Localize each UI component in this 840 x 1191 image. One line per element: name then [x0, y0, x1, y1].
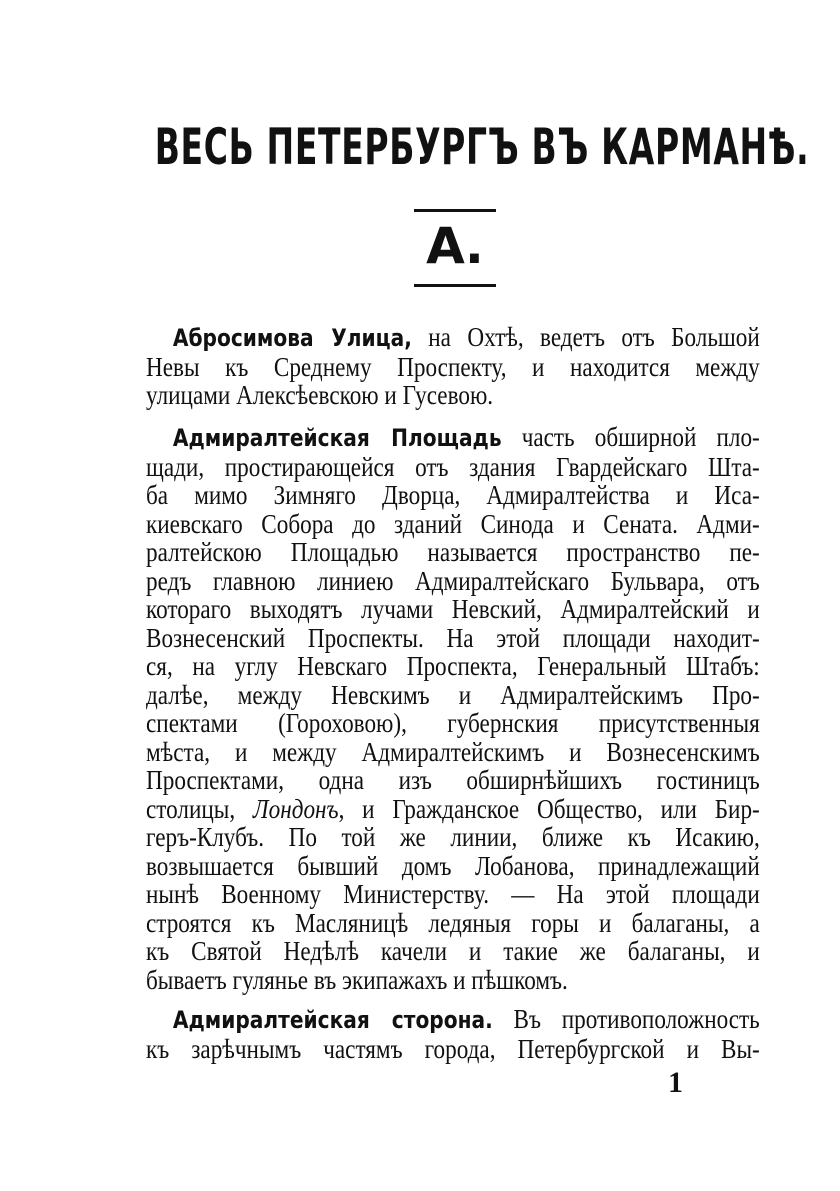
entry-line: мѣста, и между Адмиралтейскимъ и Вознесенскимъ [146, 735, 760, 767]
entry-admiralty-square [146, 423, 760, 994]
entry-abrosimova-street [146, 323, 760, 410]
entry-line: спектами (Гороховою), губернския присутственныя [146, 707, 760, 738]
entry-line: ралтейскою Площадью называется пространство пе- [146, 536, 760, 567]
entry-line: ба мимо Зимняго Дворца, Адмиралтейства и Иса- [146, 479, 760, 510]
section-rule-bottom [414, 284, 496, 287]
entry-line: Адмиралтейская сторона. Въ противоположность [172, 1003, 760, 1034]
entry-line: улицами Алексѣевскою и Гусевою. [146, 379, 494, 410]
entry-line: Невы къ Среднему Проспекту, и находится между [146, 350, 760, 382]
entry-line: Абросимова Улица, на Охтѣ, ведетъ отъ Большой [172, 321, 760, 352]
entry-headword: Адмиралтейская Площадь [172, 424, 502, 452]
entry-line: къ зарѣчнымъ частямъ города, Петербургской и Вы- [146, 1032, 760, 1064]
entry-line: киевскаго Собора до зданий Синода и Сената. Адми- [146, 507, 760, 539]
entry-line: редъ главною линиею Адмиралтейскаго Бульвара, отъ [146, 564, 760, 596]
entry-headword: Адмиралтейская сторона. [172, 1006, 493, 1034]
entry-line: далѣе, между Невскимъ и Адмиралтейскимъ Про- [146, 678, 760, 710]
entry-line: геръ-Клубъ. По той же линии, ближе къ Исакию, [146, 821, 760, 852]
page-number: 1 [668, 1066, 683, 1099]
section-letter: А. [426, 217, 484, 275]
entry-line: нынѣ Военному Министерству. — На этой площади [146, 878, 760, 909]
entry-line: Адмиралтейская Площадь часть обширной пло- [172, 421, 760, 452]
entry-line: Вознесенский Проспекты. На этой площади находит- [146, 621, 760, 653]
section-rule-top [414, 209, 496, 212]
entry-line: щади, простирающейся отъ здания Гвардейскаго Шта- [146, 450, 760, 482]
italic-name-london: Лондонъ [252, 792, 339, 824]
entry-line: строятся къ Масляницѣ ледяныя горы и балаганы, а [146, 906, 760, 938]
entry-line: Проспектами, одна изъ обширнѣйшихъ гостиницъ [146, 764, 760, 795]
book-title: ВЕСЬ ПЕТЕРБУРГЪ ВЪ КАРМАНѢ. [154, 118, 810, 176]
entry-line: котораго выходятъ лучами Невский, Адмиралтейский и [146, 593, 760, 624]
entry-line: возвышается бывший домъ Лобанова, принадлежащий [146, 849, 760, 881]
entry-line: къ Святой Недѣлѣ качели и такие же балаганы, и [146, 935, 760, 966]
entry-headword: Абросимова Улица, [172, 324, 412, 352]
entry-line: бываетъ гулянье въ экипажахъ и пѣшкомъ. [146, 963, 568, 995]
entry-line: ся, на углу Невскаго Проспекта, Генеральный Штабъ: [146, 650, 760, 681]
entry-admiralty-side [146, 1005, 760, 1063]
entry-line: столицы, Лондонъ, и Гражданское Общество, или Бир- [146, 792, 760, 824]
